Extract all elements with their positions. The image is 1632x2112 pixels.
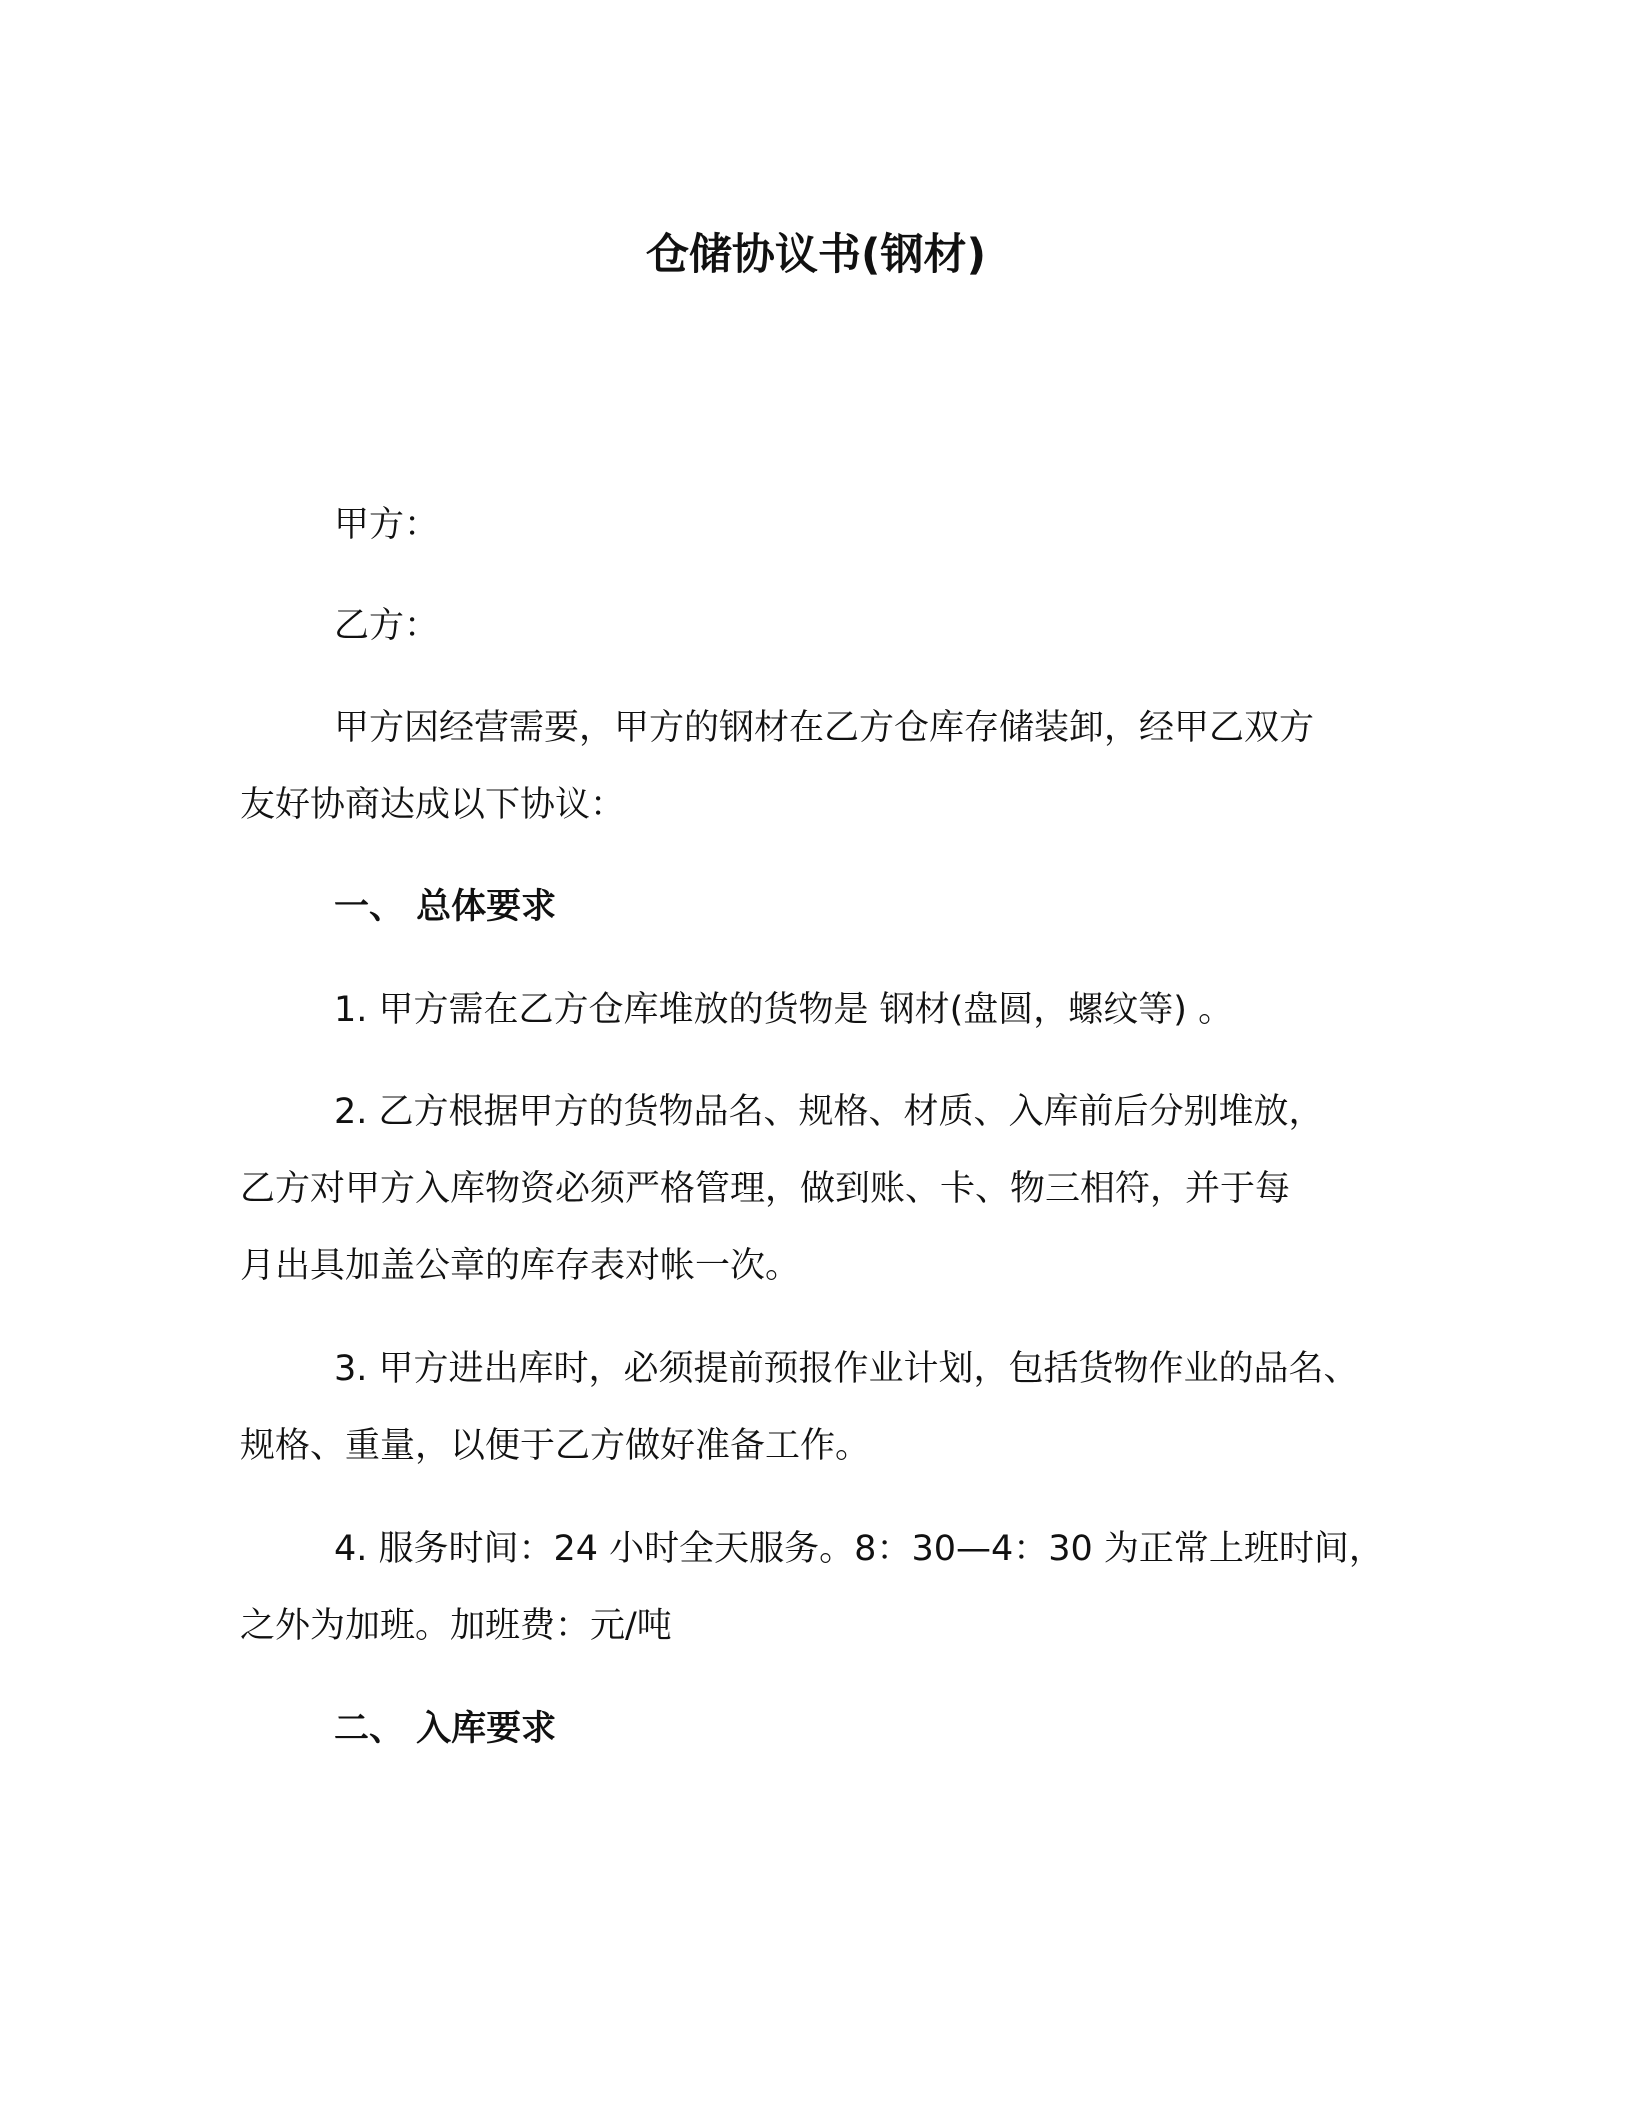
party-b-line [240,588,1400,665]
intro-paragraph [240,690,1400,844]
party-a-line [240,487,1400,564]
paragraph-line: 3. 甲方进出库时，必须提前预报作业计划，包括货物作业的品名、 [334,1349,1359,1389]
item-1-paragraph [240,972,1400,1049]
item-2-paragraph [240,1074,1400,1305]
paragraph-line: 1. 甲方需在乙方仓库堆放的货物是 钢材(盘圆，螺纹等) 。 [334,990,1234,1030]
paragraph-line: 2. 乙方根据甲方的货物品名、规格、材质、入库前后分别堆放， [334,1092,1324,1132]
paragraph-line: 之外为加班。加班费：元/吨 [240,1606,672,1646]
section-heading-inbound [240,1691,1400,1768]
section-heading-text: 一、 总体要求 [334,887,557,927]
section-heading-text: 二、 入库要求 [334,1709,557,1749]
paragraph-line: 甲方因经营需要，甲方的钢材在乙方仓库存储装卸，经甲乙双方 [334,708,1315,748]
paragraph-line: 月出具加盖公章的库存表对帐一次。 [240,1246,801,1286]
paragraph-line: 4. 服务时间：24 小时全天服务。8：30—4：30 为正常上班时间， [334,1529,1384,1569]
item-3-paragraph [240,1331,1400,1485]
document-title: 仓储协议书(钢材) [645,230,987,280]
section-heading-general [240,869,1400,946]
paragraph-line: 乙方对甲方入库物资必须严格管理，做到账、卡、物三相符，并于每 [240,1169,1291,1209]
party-a-label: 甲方： [334,505,440,545]
paragraph-line: 友好协商达成以下协议： [240,785,626,825]
paragraph-line: 规格、重量，以便于乙方做好准备工作。 [240,1426,871,1466]
item-4-paragraph [240,1511,1400,1665]
party-b-label: 乙方： [334,606,440,646]
